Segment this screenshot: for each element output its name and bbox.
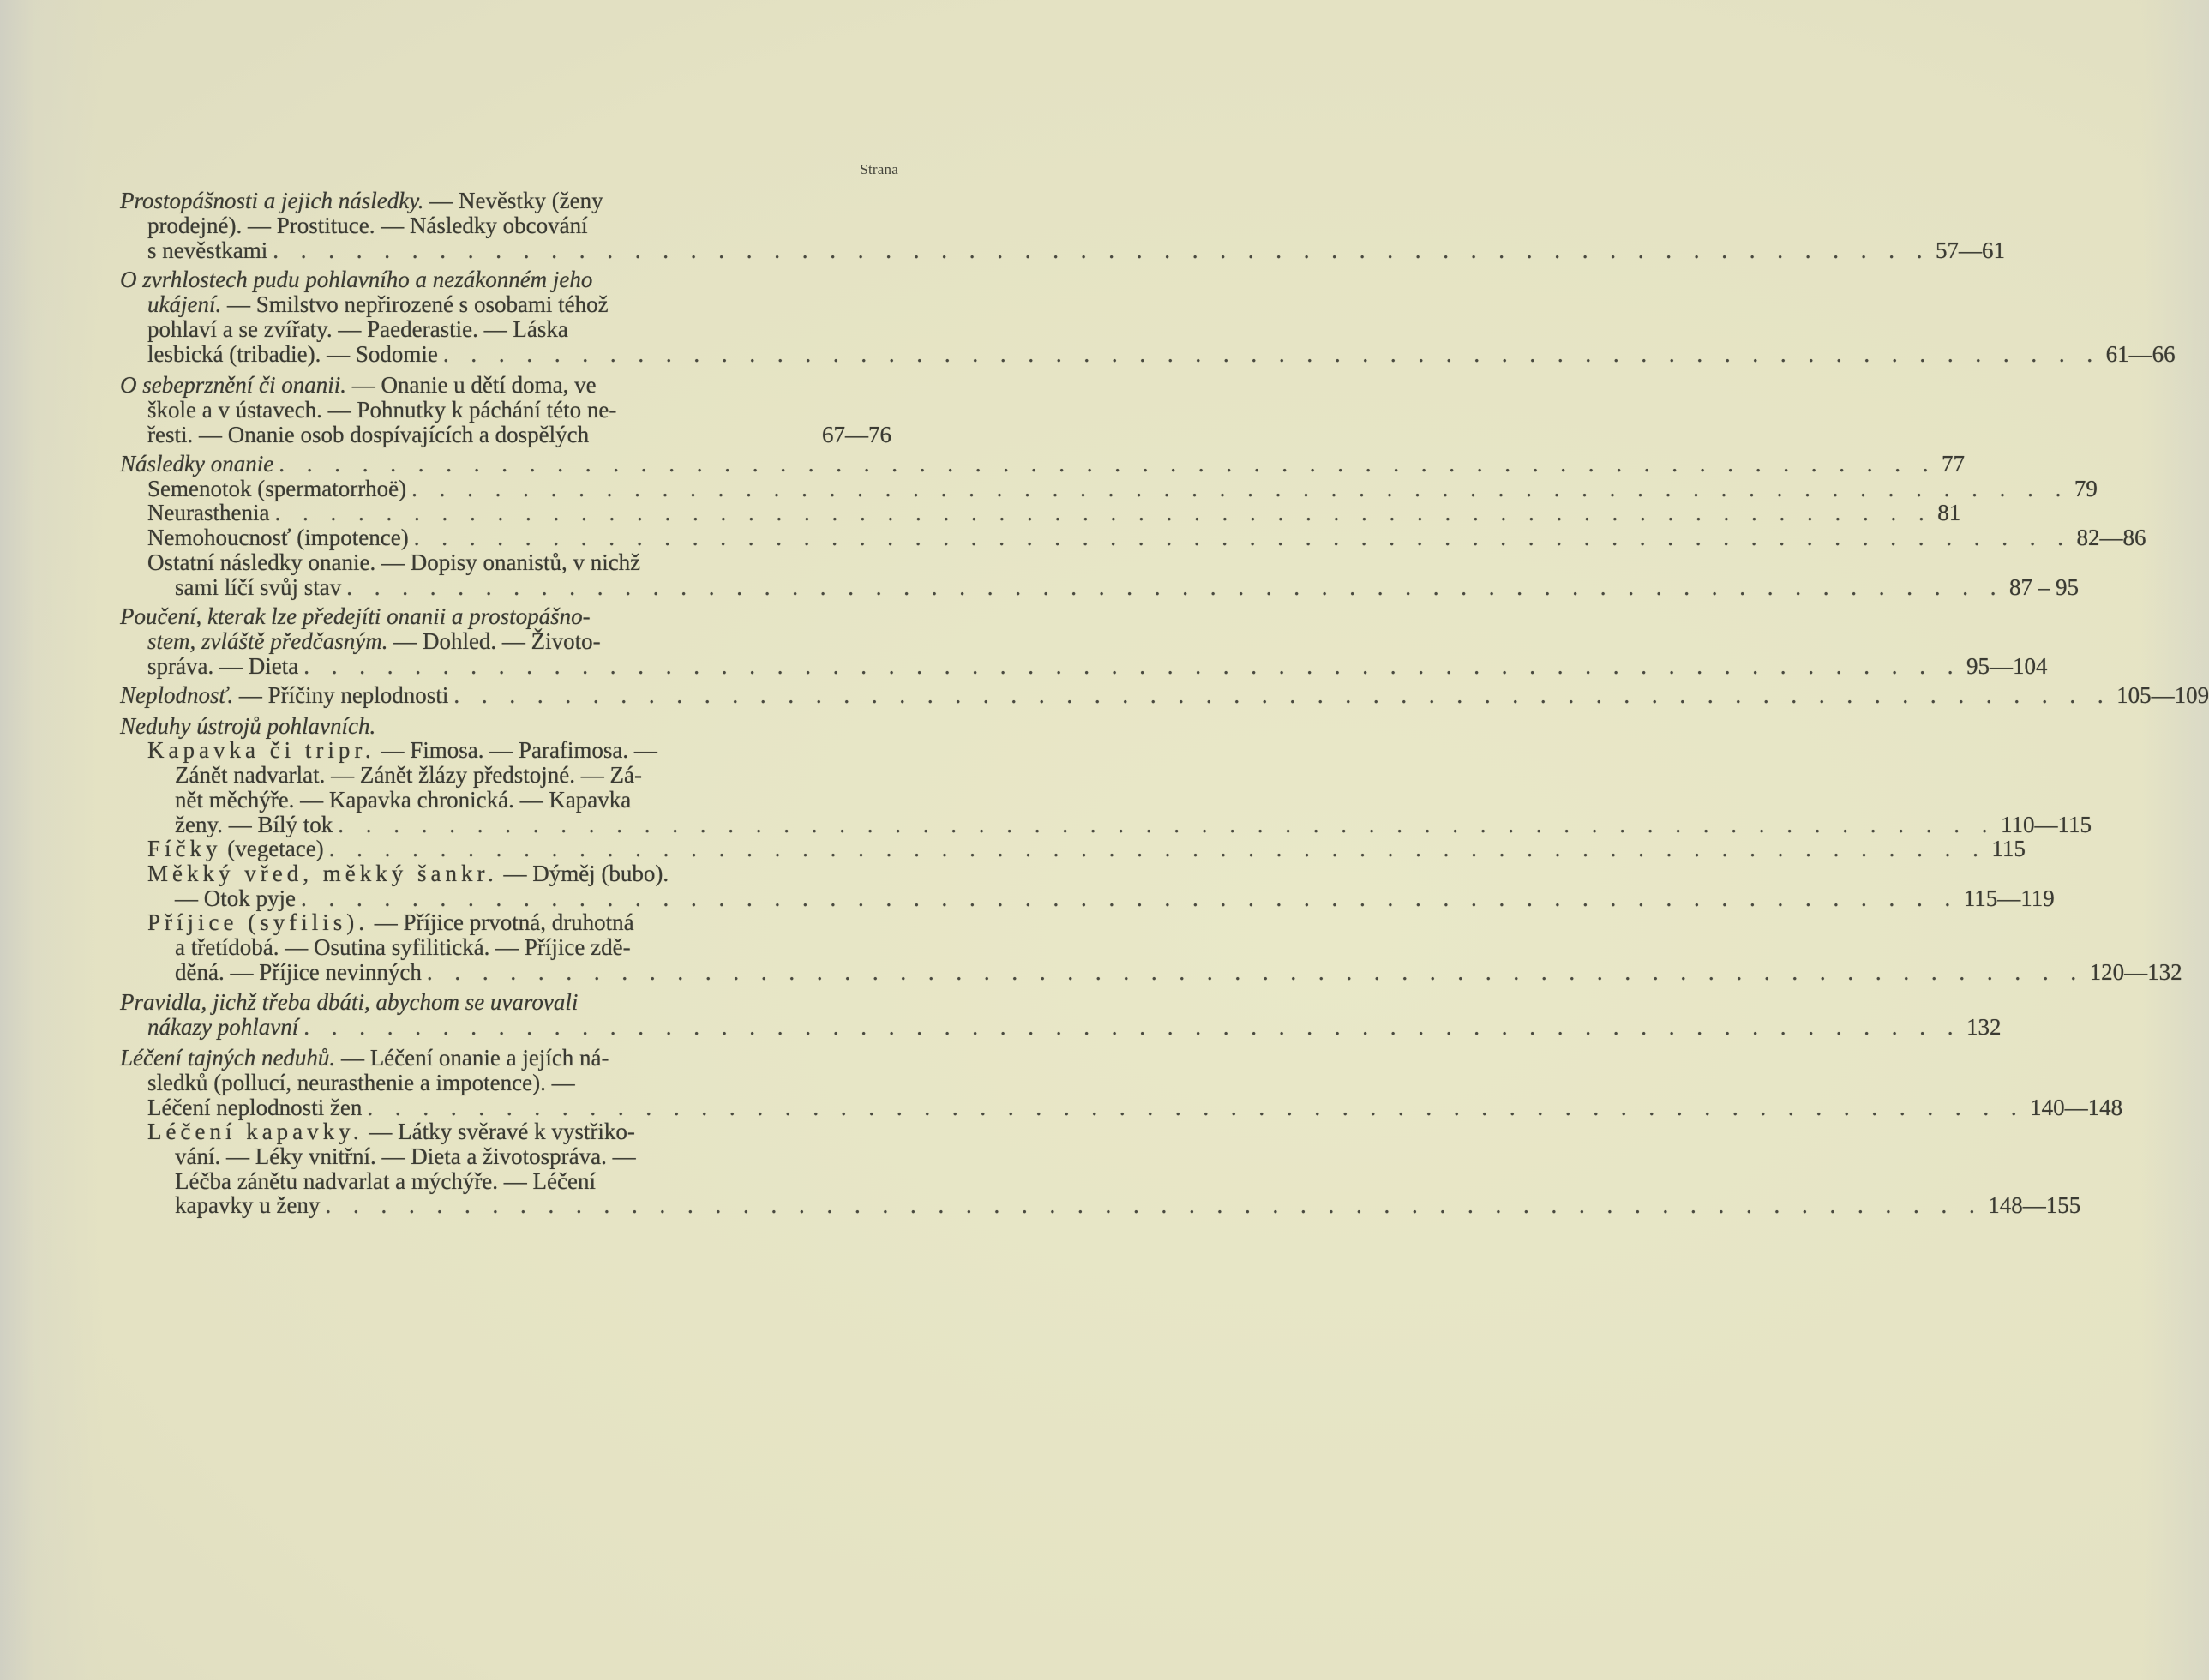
toc-entry-continuation: [0, 396, 1074, 423]
entry-text: — Nevěstky (ženy: [423, 188, 603, 213]
entry-text: — Látky svěravé k vystřiko-: [363, 1119, 635, 1144]
page-range[interactable]: 115—119: [1963, 885, 2055, 911]
toc-entry-continuation: [0, 761, 1074, 789]
page-range[interactable]: 110—115: [2000, 812, 2092, 837]
toc-entry-continuation: [0, 315, 1074, 343]
entry-subtitle-spaced: Léčení kapavky.: [147, 1119, 363, 1144]
entry-text: správa. — Dieta: [147, 653, 299, 679]
entry-text: Semenotok (spermatorrhoë): [147, 476, 407, 501]
page-range[interactable]: 87 – 95: [2008, 574, 2079, 600]
toc-entry: [0, 988, 1074, 1016]
entry-text: Léčba zánětu nadvarlat a mýchýře. — Léčení: [175, 1168, 596, 1194]
toc-entry-continuation: [0, 1191, 2081, 1219]
entry-text: — Léčení onanie a jejích ná-: [335, 1045, 609, 1071]
toc-entry-continuation: [0, 340, 2176, 368]
dot-leader: . . . . . . . . . . . . . . . . . . . . . . . . . . . . . . . . . . . . . . . . . . . . . . . . . . . . . . . . . . . .: [301, 885, 1959, 911]
page-range[interactable]: 140—148: [2030, 1095, 2123, 1120]
toc-entry-continuation: [0, 421, 1074, 448]
dot-leader: . . . . . . . . . . . . . . . . . . . . . . . . . . . . . . . . . . . . . . . . . . . . . . . . . . . . . . . . . . . .: [273, 237, 1930, 263]
toc-entry-continuation: [0, 573, 2079, 601]
page-range[interactable]: 67—76: [822, 422, 891, 447]
toc-entry-continuation: [0, 1069, 1074, 1096]
dot-leader: . . . . . . . . . . . . . . . . . . . . . . . . . . . . . . . . . . . . . . . . . . . . . . . . . . . . . . . . . . . .: [413, 525, 2072, 550]
toc-entry: [0, 1118, 1074, 1145]
entry-text: — Příjice prvotná, druhotná: [368, 909, 634, 935]
entry-text: škole a v ústavech. — Pohnutky k páchání této ne-: [147, 397, 617, 423]
page-range[interactable]: 77: [1941, 451, 1965, 477]
page-range[interactable]: 120—132: [2089, 959, 2182, 985]
toc-entry: [0, 835, 2026, 862]
dot-leader: . . . . . . . . . . . . . . . . . . . . . . . . . . . . . . . . . . . . . . . . . . . . . . . . . . . . . . . . . . . .: [325, 1192, 1984, 1218]
entry-text: sami líčí svůj stav: [175, 574, 342, 600]
entry-subtitle-spaced: Příjice (syfilis).: [147, 909, 369, 935]
entry-title: Léčení tajných neduhů.: [120, 1045, 336, 1071]
dot-leader: . . . . . . . . . . . . . . . . . . . . . . . . . . . . . . . . . . . . . . . . . . . . . . . . . . . . . . . . . . . .: [453, 682, 2112, 708]
toc-entry-continuation: [0, 291, 1074, 318]
entry-text: — Příčiny neplodnosti: [233, 682, 449, 708]
toc-entry: [0, 736, 1074, 764]
page-range[interactable]: 82—86: [2076, 525, 2146, 550]
entry-title: ukájení.: [147, 291, 222, 317]
entry-text: pohlaví a se zvířaty. — Paederastie. — Láska: [147, 316, 568, 342]
entry-text: děná. — Příjice nevinných: [175, 959, 422, 985]
entry-title: Poučení, kterak lze předejíti onanii a prostopášno-: [120, 603, 591, 629]
entry-text: — Smilstvo nepřirozené s osobami téhož: [221, 291, 609, 317]
dot-leader: . . . . . . . . . . . . . . . . . . . . . . . . . . . . . . . . . . . . . . . . . . . . . . . . . . . . . . . . . . . .: [338, 812, 1996, 837]
entry-text: Zánět nadvarlat. — Zánět žlázy předstojné. — Zá-: [175, 762, 643, 788]
toc-entry-continuation: [0, 237, 2005, 264]
toc-entry: [0, 450, 1965, 477]
entry-text: — Otok pyje: [175, 885, 296, 911]
entry-title: Následky onanie: [120, 451, 274, 477]
entry-text: vání. — Léky vnitřní. — Dieta a životospráva. —: [175, 1143, 636, 1169]
dot-leader: . . . . . . . . . . . . . . . . . . . . . . . . . . . . . . . . . . . . . . . . . . . . . . . . . . . . . . . . . . . .: [346, 574, 2004, 600]
entry-text: sledků (pollucí, neurasthenie a impotence). —: [147, 1070, 575, 1095]
toc-entry: [0, 1044, 1074, 1071]
entry-subtitle-spaced: Měkký vřed, měkký šankr.: [147, 861, 498, 886]
toc-entry: [0, 524, 2146, 551]
dot-leader: . . . . . . . . . . . . . . . . . . . . . . . . . . . . . . . . . . . . . . . . . . . . . . . . . . . . . . . . . . . .: [274, 500, 1933, 525]
toc-entry-continuation: [0, 627, 1074, 655]
entry-text: — Onanie u dětí doma, ve: [345, 372, 597, 398]
entry-title: stem, zvláště předčasným.: [147, 628, 388, 654]
entry-text: — Dohled. — Životo-: [387, 628, 601, 654]
page-range[interactable]: 105—109: [2116, 682, 2209, 708]
toc-entry: [0, 681, 2209, 709]
page-column-header: Strana: [860, 161, 898, 177]
page-range[interactable]: 148—155: [1988, 1192, 2081, 1218]
entry-text: řesti. — Onanie osob dospívajících a dospělých: [147, 422, 590, 447]
entry-text: kapavky u ženy: [175, 1192, 321, 1218]
toc-entry: [0, 499, 1961, 526]
toc-entry: [0, 187, 1074, 214]
entry-title: Prostopášnosti a jejich následky.: [120, 188, 424, 213]
entry-text: (vegetace): [221, 836, 324, 861]
entry-title: nákazy pohlavní: [147, 1014, 299, 1040]
toc-entry: [0, 549, 1074, 576]
dot-leader: . . . . . . . . . . . . . . . . . . . . . . . . . . . . . . . . . . . . . . . . . . . . . . . . . . . . . . . . . . . .: [303, 653, 1961, 679]
dot-leader: . . . . . . . . . . . . . . . . . . . . . . . . . . . . . . . . . . . . . . . . . . . . . . . . . . . . . . . . . . . .: [426, 959, 2085, 985]
toc-entry-continuation: [0, 933, 1074, 961]
entry-text: Neurasthenia: [147, 500, 270, 525]
toc-entry-continuation: [0, 1143, 1074, 1170]
toc-entry-continuation: [0, 786, 1074, 813]
entry-text: Ostatní následky onanie. — Dopisy onanistů, v nichž: [147, 549, 641, 575]
entry-title: O sebeprznění či onanii.: [120, 372, 346, 398]
toc-entry-continuation: [0, 652, 2048, 680]
toc-entry-continuation: [0, 1013, 2002, 1041]
entry-title: Pravidla, jichž třeba dbáti, abychom se uvarovali: [120, 989, 579, 1015]
toc-entry-continuation: [0, 212, 1074, 239]
entry-text: — Dýměj (bubo).: [497, 861, 669, 886]
entry-subtitle-spaced: Kapavka či tripr.: [147, 737, 375, 763]
entry-text: Léčení neplodnosti žen: [147, 1095, 363, 1120]
dot-leader: . . . . . . . . . . . . . . . . . . . . . . . . . . . . . . . . . . . . . . . . . . . . . . . . . . . . . . . . . . . .: [442, 341, 2101, 367]
entry-text: Nemohoucnosť (impotence): [147, 525, 409, 550]
entry-text: prodejné). — Prostituce. — Následky obcování: [147, 213, 588, 238]
page-range[interactable]: 79: [2074, 476, 2098, 501]
entry-text: nět měchýře. — Kapavka chronická. — Kapavka: [175, 787, 632, 813]
page-range[interactable]: 61—66: [2105, 341, 2176, 367]
toc-entry: [0, 909, 1074, 936]
toc-entry-continuation: [0, 958, 2182, 986]
entry-text: s nevěstkami: [147, 237, 268, 263]
entry-title: Neplodnosť.: [120, 682, 234, 708]
entry-text: — Fimosa. — Parafimosa. —: [375, 737, 657, 763]
toc-entry: [0, 371, 1074, 399]
dot-leader: . . . . . . . . . . . . . . . . . . . . . . . . . . . . . . . . . . . . . . . . . . . . . . . . . . . . . . . . . . . .: [303, 1014, 1961, 1040]
dot-leader: . . . . . . . . . . . . . . . . . . . . . . . . . . . . . . . . . . . . . . . . . . . . . . . . . . . . . . . . . . . .: [328, 836, 1987, 861]
dot-leader: . . . . . . . . . . . . . . . . . . . . . . . . . . . . . . . . . . . . . . . . . . . . . . . . . . . . . . . . . . . .: [367, 1095, 2026, 1120]
entry-title: Neduhy ústrojů pohlavních.: [120, 713, 376, 739]
page-range[interactable]: 81: [1937, 500, 1961, 525]
entry-text: ženy. — Bílý tok: [175, 812, 333, 837]
entry-title: O zvrhlostech pudu pohlavního a nezákonném jeho: [120, 267, 593, 292]
entry-subtitle-spaced: Fíčky: [147, 836, 222, 861]
entry-text: lesbická (tribadie). — Sodomie: [147, 341, 438, 367]
toc-entry: [0, 266, 1074, 293]
entry-text: a třetídobá. — Osutina syfilitická. — Příjice zdě-: [175, 934, 631, 960]
page-range[interactable]: 132: [1966, 1014, 2002, 1040]
toc-entry: [0, 860, 1074, 887]
page-range[interactable]: 57—61: [1935, 237, 2005, 263]
page-range[interactable]: 95—104: [1966, 653, 2048, 679]
dot-leader: . . . . . . . . . . . . . . . . . . . . . . . . . . . . . . . . . . . . . . . . . . . . . . . . . . . . . . . . . . . .: [279, 451, 1936, 477]
toc-entry: [0, 603, 1074, 630]
dot-leader: . . . . . . . . . . . . . . . . . . . . . . . . . . . . . . . . . . . . . . . . . . . . . . . . . . . . . . . . . . . .: [411, 476, 2069, 501]
page-range[interactable]: 115: [1991, 836, 2026, 861]
